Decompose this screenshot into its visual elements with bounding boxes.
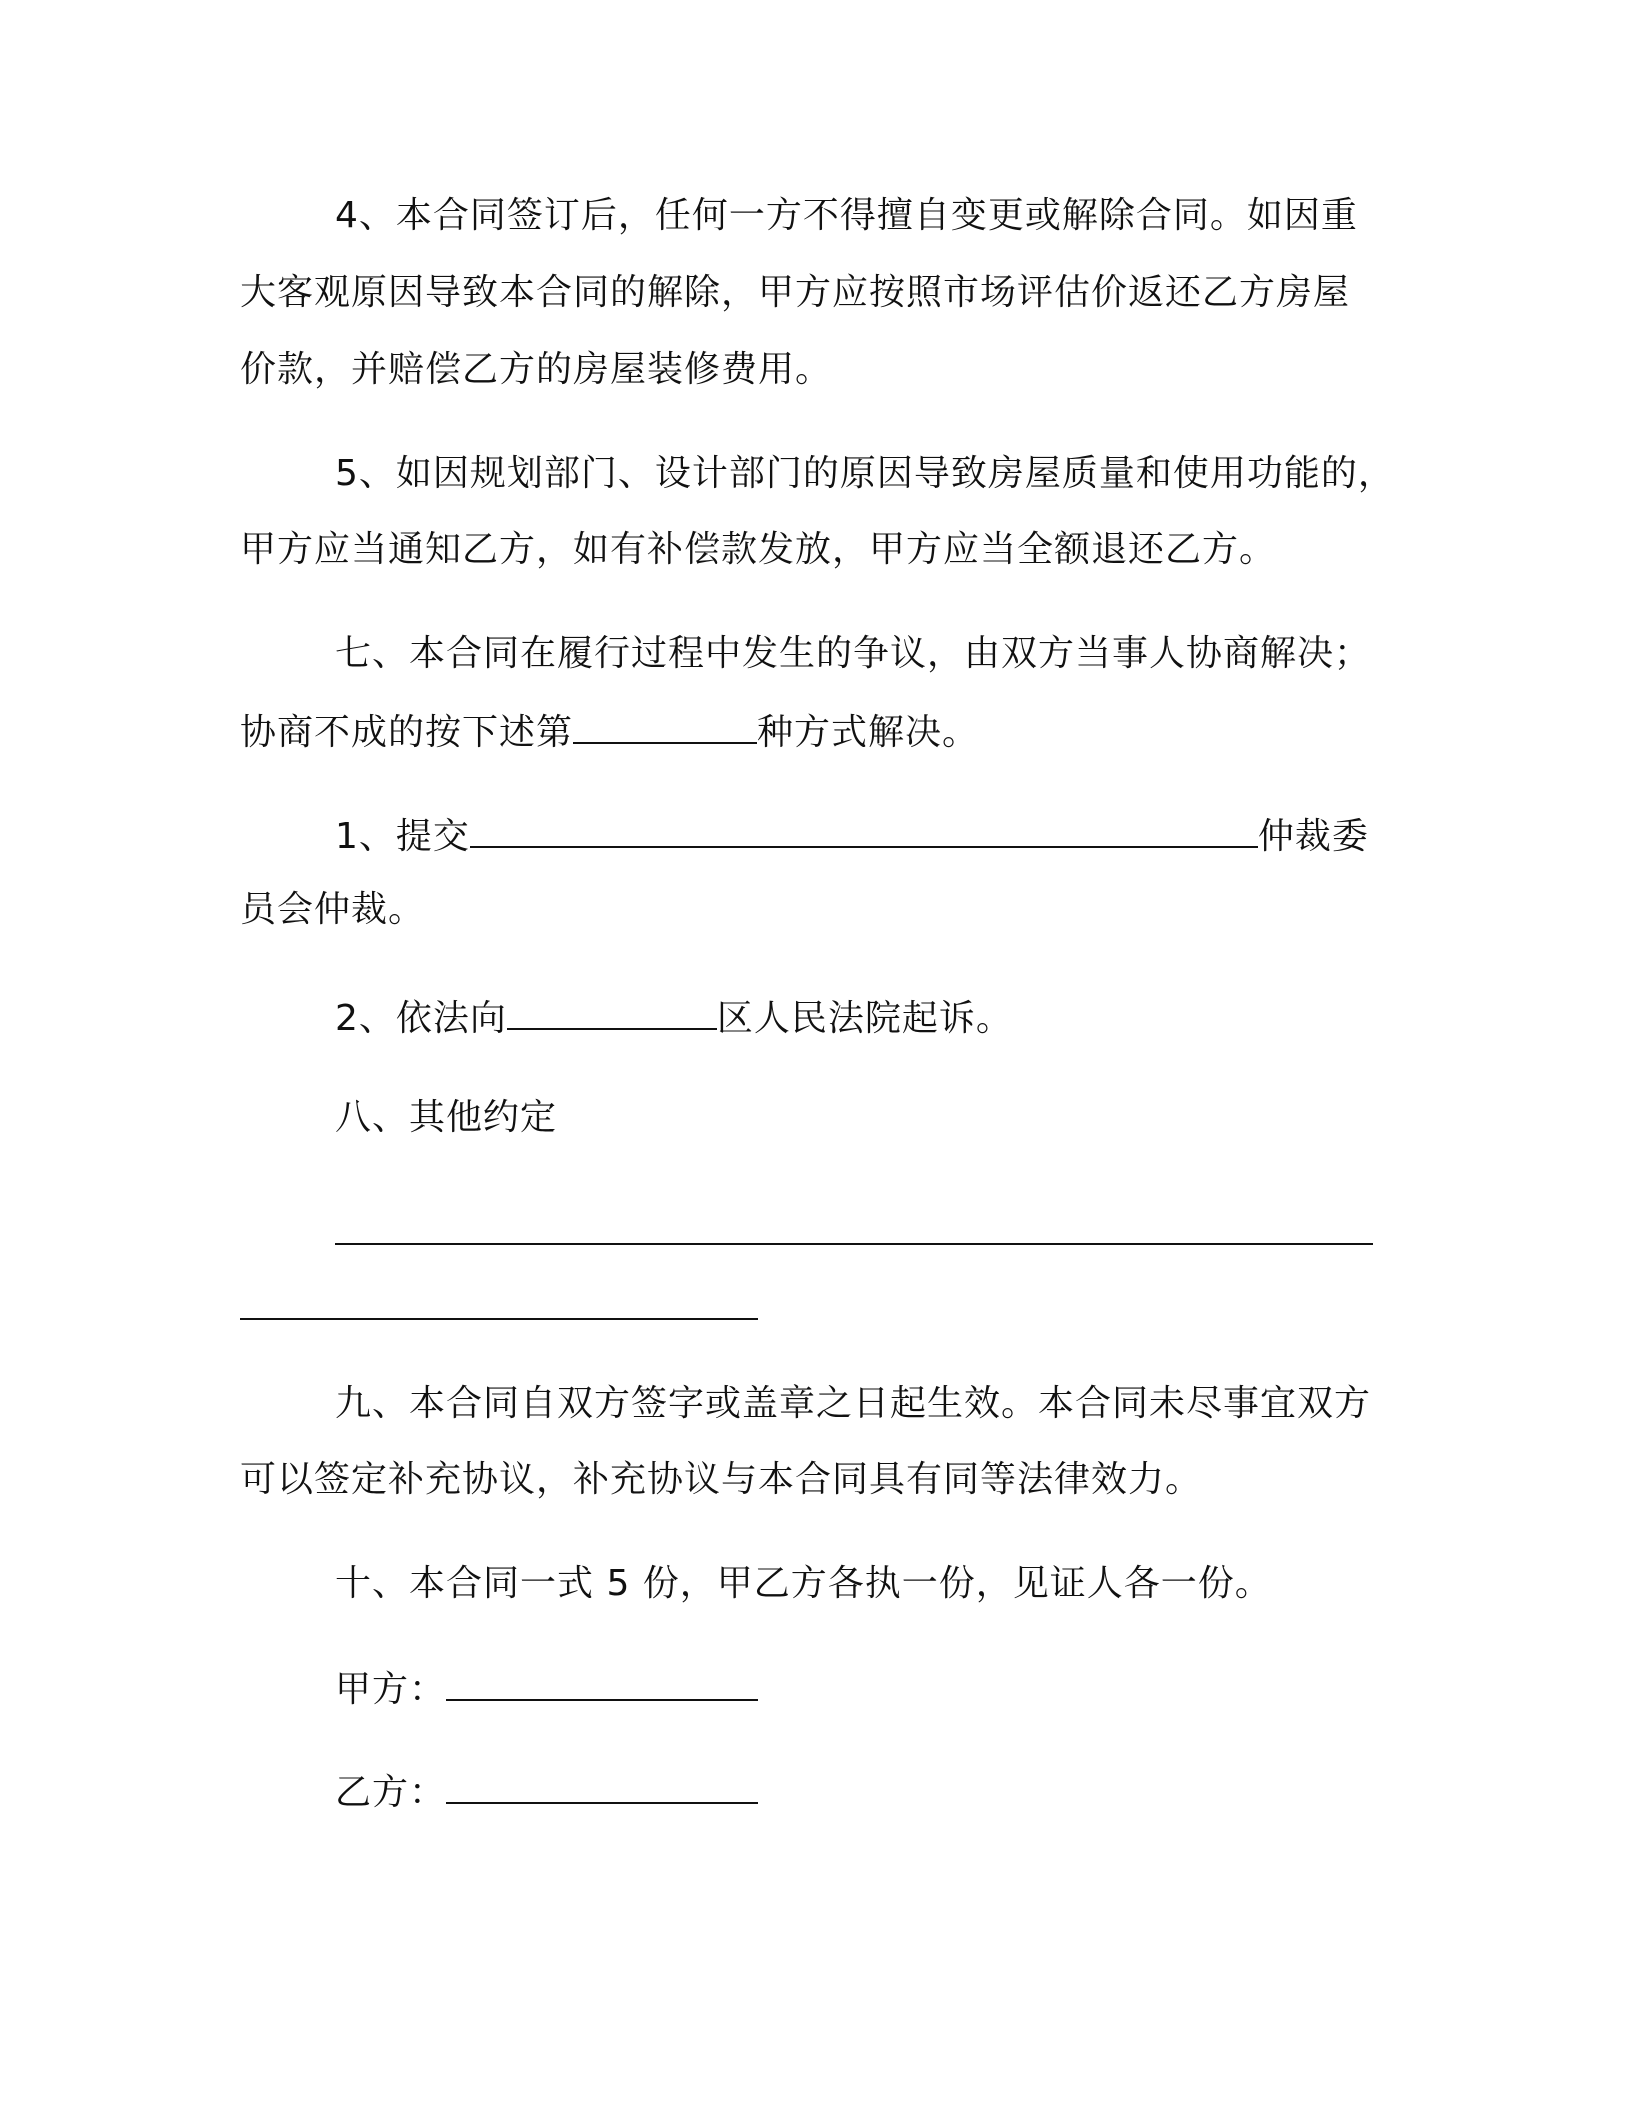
section-7-line-2 <box>240 710 979 753</box>
clause-4-line-2: 大客观原因导致本合同的解除，甲方应按照市场评估价返还乙方房屋 <box>240 272 1351 313</box>
section-10-line-1: 十、本合同一式 5 份，甲乙方各执一份，见证人各一份。 <box>335 1563 1272 1604</box>
clause-5-line-2: 甲方应当通知乙方，如有补偿款发放，甲方应当全额退还乙方。 <box>240 529 1277 570</box>
option-1-line-1 <box>335 814 1369 857</box>
section-7-line-2-after: 种方式解决。 <box>757 712 980 753</box>
other-terms-blank-line-2 <box>240 1318 758 1320</box>
option-2-line <box>335 996 1013 1039</box>
party-b-signature-blank <box>446 1770 758 1804</box>
section-7-line-2-before: 协商不成的按下述第 <box>240 712 574 753</box>
section-8-title: 八、其他约定 <box>335 1097 558 1138</box>
clause-4-line-1: 4、本合同签订后，任何一方不得擅自变更或解除合同。如因重 <box>335 195 1358 236</box>
clause-5-line-1: 5、如因规划部门、设计部门的原因导致房屋质量和使用功能的， <box>335 453 1395 494</box>
section-9-line-2: 可以签定补充协议，补充协议与本合同具有同等法律效力。 <box>240 1459 1203 1500</box>
option-2-before: 2、依法向 <box>335 998 507 1039</box>
party-b-label: 乙方： <box>335 1772 447 1813</box>
party-b-line <box>335 1770 758 1813</box>
option-1-after: 仲裁委 <box>1257 816 1369 857</box>
clause-4-line-3: 价款，并赔偿乙方的房屋装修费用。 <box>240 349 833 390</box>
party-a-label: 甲方： <box>335 1669 447 1710</box>
option-1-line-2: 员会仲裁。 <box>240 889 426 930</box>
court-district-blank <box>507 996 717 1030</box>
party-a-line <box>335 1667 758 1710</box>
dispute-method-blank <box>573 710 757 744</box>
other-terms-blank-line-1 <box>335 1243 1373 1245</box>
party-a-signature-blank <box>446 1667 758 1701</box>
arbitration-commission-blank <box>470 814 1258 848</box>
option-2-after: 区人民法院起诉。 <box>716 998 1013 1039</box>
section-9-line-1: 九、本合同自双方签字或盖章之日起生效。本合同未尽事宜双方 <box>335 1383 1372 1424</box>
section-7-line-1: 七、本合同在履行过程中发生的争议，由双方当事人协商解决； <box>335 633 1372 674</box>
option-1-before: 1、提交 <box>335 816 470 857</box>
